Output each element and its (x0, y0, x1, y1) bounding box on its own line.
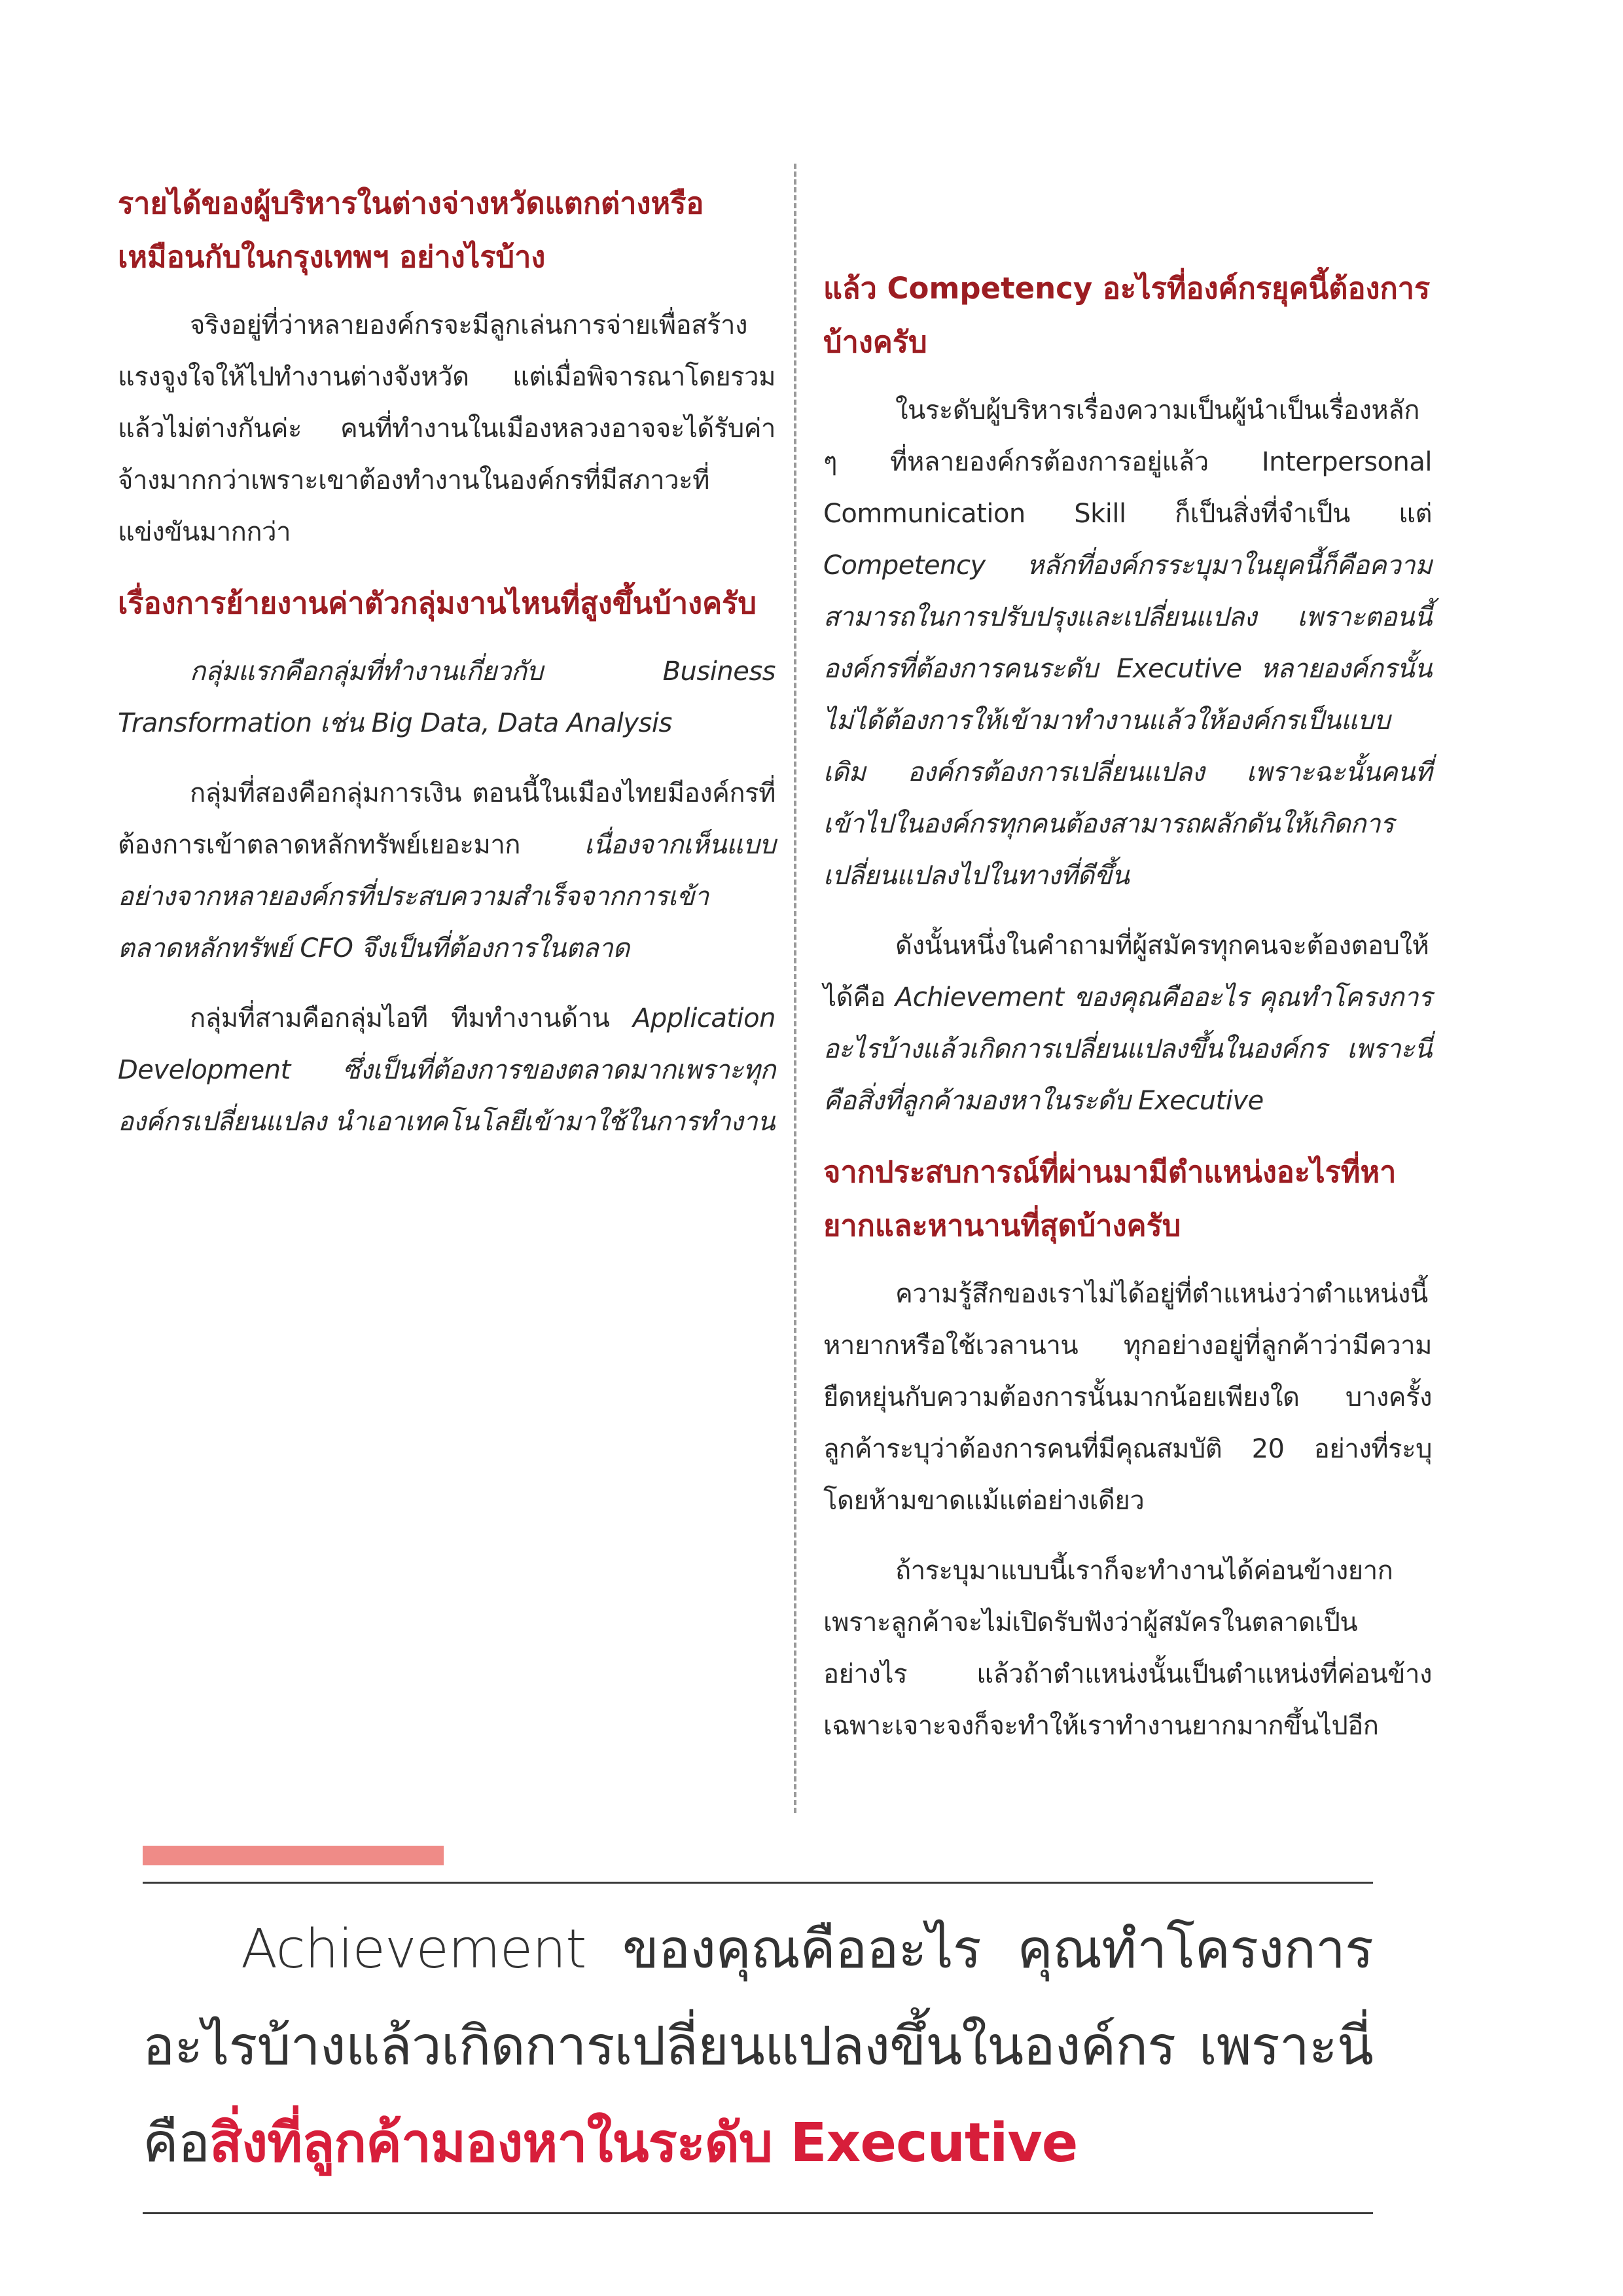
heading-job-groups-salary: เรื่องการย้ายงานค่าตัวกลุ่มงานไหนที่สูงขึ้นบ้างครับ (118, 586, 757, 620)
paragraph-competency (823, 385, 1432, 902)
pull-quote-bottom-rule (143, 2212, 1373, 2214)
right-column (823, 262, 1432, 1770)
heading-hardest-position: จากประสบการณ์ที่ผ่านมามีตำแหน่งอะไรที่หายากและหานานที่สุดบ้างครับ (823, 1155, 1397, 1243)
paragraph-group-two-italic: เนื่องจากเห็นแบบอย่างจากหลายองค์กรที่ประสบความสำเร็จจากการเข้าตลาดหลักทรัพย์ CFO จึงเป็นที่ต้องการในตลาด (118, 830, 776, 963)
paragraph-achievement-italic: Achievement ของคุณคืออะไร คุณทำโครงการอะไรบ้างแล้วเกิดการเปลี่ยนแปลงขึ้นในองค์กร เพราะนี่คือสิ่งที่ลูกค้ามองหาในระดับ Executive (823, 982, 1432, 1116)
paragraph-group-one: กลุ่มแรกคือกลุ่มที่ทำงานเกี่ยวกับ Business Transformation เช่น Big Data, Data Analysis (118, 656, 776, 738)
paragraph-income-answer: จริงอยู่ที่ว่าหลายองค์กรจะมีลูกเล่นการจ่ายเพื่อสร้างแรงจูงใจให้ไปทำงานต่างจังหวัด แต่เมื่อพิจารณาโดยรวมแล้วไม่ต่างกันค่ะ คนที่ทำงานในเมืองหลวงอาจจะได้รับค่าจ้างมากกว่าเพราะเขาต้องทำงานในองค์กรที่มีสภาวะที่แข่งขันมากกว่า (118, 310, 776, 547)
pull-quote-highlight: สิ่งที่ลูกค้ามองหาในระดับ Executive (209, 2112, 1078, 2174)
pull-quote-accent-bar (143, 1846, 444, 1865)
paragraph-competency-text: ในระดับผู้บริหารเรื่องความเป็นผู้นำเป็นเรื่องหลัก ๆ ที่หลายองค์กรต้องการอยู่แล้ว Interpersonal Communication Skill ก็เป็นสิ่งที่จำเป็น แต่ (823, 395, 1432, 529)
paragraph-specific-roles: ถ้าระบุมาแบบนี้เราก็จะทำงานได้ค่อนข้างยากเพราะลูกค้าจะไม่เปิดรับฟังว่าผู้สมัครในตลาดเป็นอย่างไร แล้วถ้าตำแหน่งนั้นเป็นตำแหน่งที่ค่อนข้างเฉพาะเจาะจงก็จะทำให้เราทำงานยากมากขึ้นไปอีก (823, 1556, 1432, 1741)
paragraph-group-three (118, 993, 776, 1148)
left-column (118, 164, 776, 1166)
paragraph-achievement-question (823, 920, 1432, 1127)
paragraph-group-two-text: กลุ่มที่สองคือกลุ่มการเงิน ตอนนี้ในเมืองไทยมีองค์กรที่ต้องการเข้าตลาดหลักทรัพย์เยอะมาก (118, 778, 776, 860)
paragraph-achievement-text: ดังนั้นหนึ่งในคำถามที่ผู้สมัครทุกคนจะต้องตอบให้ได้คือ (823, 931, 1429, 1013)
paragraph-group-three-italic: Application Development ซึ่งเป็นที่ต้องการของตลาดมากเพราะทุกองค์กรเปลี่ยนแปลง นำเอาเทคโนโลยีเข้ามาใช้ในการทำงาน (118, 1003, 776, 1137)
pull-quote-top-rule (143, 1882, 1373, 1884)
paragraph-flexibility: ความรู้สึกของเราไม่ได้อยู่ที่ตำแหน่งว่าตำแหน่งนี้หายากหรือใช้เวลานาน ทุกอย่างอยู่ที่ลูกค้าว่ามีความยืดหยุ่นกับความต้องการนั้นมากน้อยเพียงใด บางครั้งลูกค้าระบุว่าต้องการคนที่มีคุณสมบัติ 20 อย่างที่ระบุโดยห้ามขาดแม้แต่อย่างเดียว (823, 1279, 1432, 1516)
heading-executive-income-province: รายได้ของผู้บริหารในต่างจ่างหวัดแตกต่างหรือเหมือนกับในกรุงเทพฯ อย่างไรบ้าง (118, 186, 704, 274)
pull-quote (143, 1901, 1373, 2192)
paragraph-group-three-text: กลุ่มที่สามคือกลุ่มไอที ทีมทำงานด้าน (190, 1003, 633, 1033)
paragraph-competency-italic: Competency หลักที่องค์กรระบุมาในยุคนี้ก็คือความสามารถในการปรับปรุงและเปลี่ยนแปลง เพราะตอนนี้องค์กรที่ต้องการคนระดับ Executive หลายองค์กรนั้นไม่ได้ต้องการให้เข้ามาทำงานแล้วให้องค์กรเป็นแบบเดิม องค์กรต้องการเปลี่ยนแปลง เพราะฉะนั้นคนที่เข้าไปในองค์กรทุกคนต้องสามารถผลักดันให้เกิดการเปลี่ยนแปลงไปในทางที่ดีขึ้น (823, 550, 1432, 891)
paragraph-group-two (118, 768, 776, 975)
pull-quote-text: Achievement ของคุณคืออะไร คุณทำโครงการอะไรบ้างแล้วเกิดการเปลี่ยนแปลงขึ้นในองค์กร เพราะนี่คือ (143, 1918, 1373, 2174)
column-divider (794, 164, 796, 1813)
heading-competency: แล้ว Competency อะไรที่องค์กรยุคนี้ต้องการบ้างครับ (823, 271, 1431, 359)
